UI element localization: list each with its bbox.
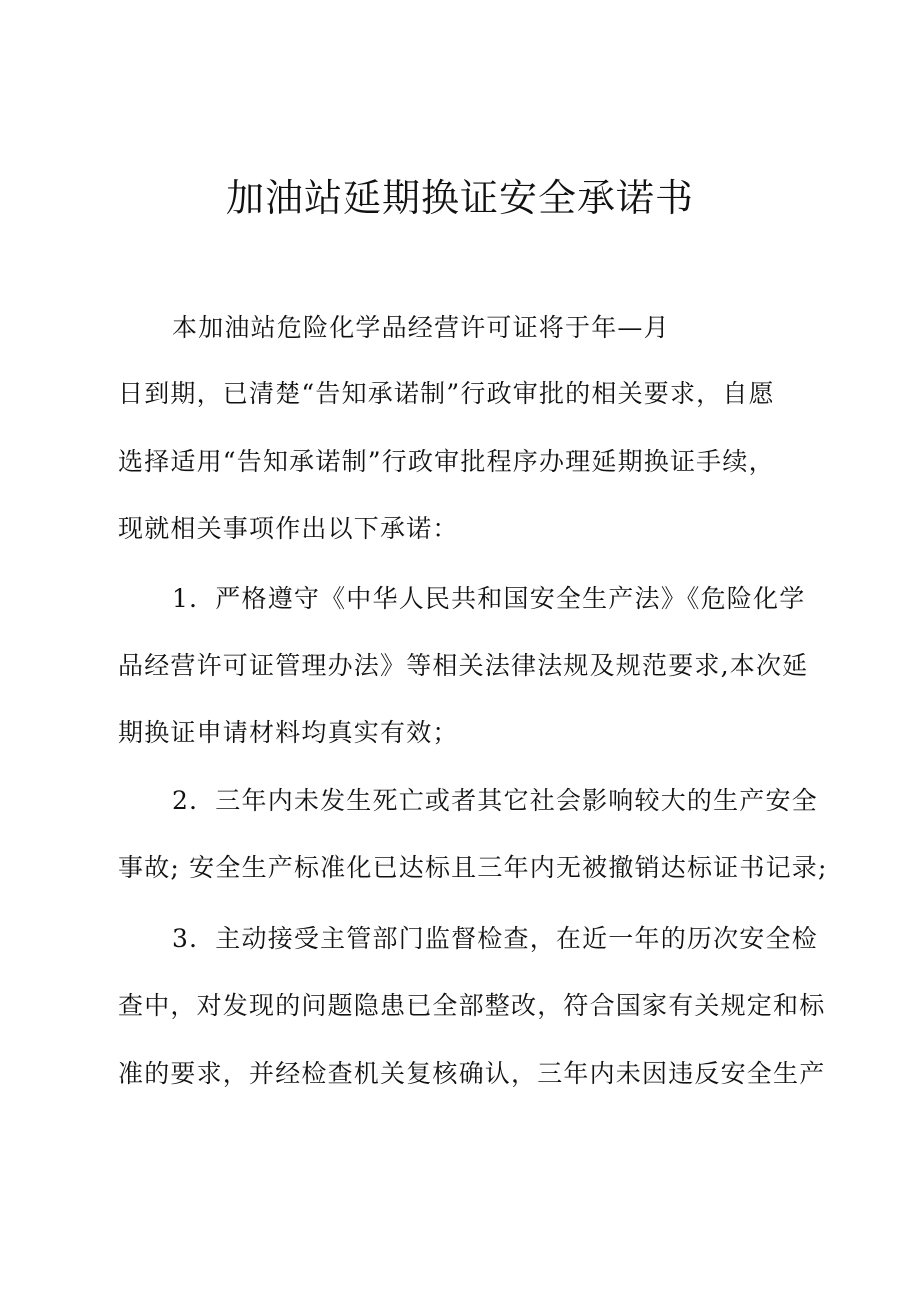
paragraph-line-1: 本加油站危险化学品经营许可证将于年—月 (172, 313, 670, 342)
paragraph-line-2: 日到期，已清楚“告知承诺制”行政审批的相关要求，自愿 (118, 379, 775, 408)
commitment-2-line-1: 2．三年内未发生死亡或者其它社会影响较大的生产安全 (172, 786, 818, 815)
commitment-3-line-1: 3．主动接受主管部门监督检查，在近一年的历次安全检 (172, 924, 818, 953)
document-title: 加油站延期换证安全承诺书 (225, 176, 694, 220)
paragraph-line-4: 现就相关事项作出以下承诺： (118, 514, 459, 543)
paragraph-line-3: 选择适用“告知承诺制”行政审批程序办理延期换证手续， (118, 447, 775, 476)
commitment-3-line-2: 查中，对发现的问题隐患已全部整改，符合国家有关规定和标 (118, 991, 826, 1020)
commitment-1-line-2: 品经营许可证管理办法》等相关法律法规及规范要求,本次延 (118, 651, 809, 680)
commitment-3-line-3: 准的要求，并经检查机关复核确认，三年内未因违反安全生产 (118, 1059, 826, 1088)
commitment-1-line-1: 1．严格遵守《中华人民共和国安全生产法》《危险化学 (172, 584, 806, 613)
commitment-2-line-2: 事故; 安全生产标准化已达标且三年内无被撤销达标证书记录; (118, 853, 828, 882)
commitment-1-line-3: 期换证申请材料均真实有效； (118, 718, 459, 747)
